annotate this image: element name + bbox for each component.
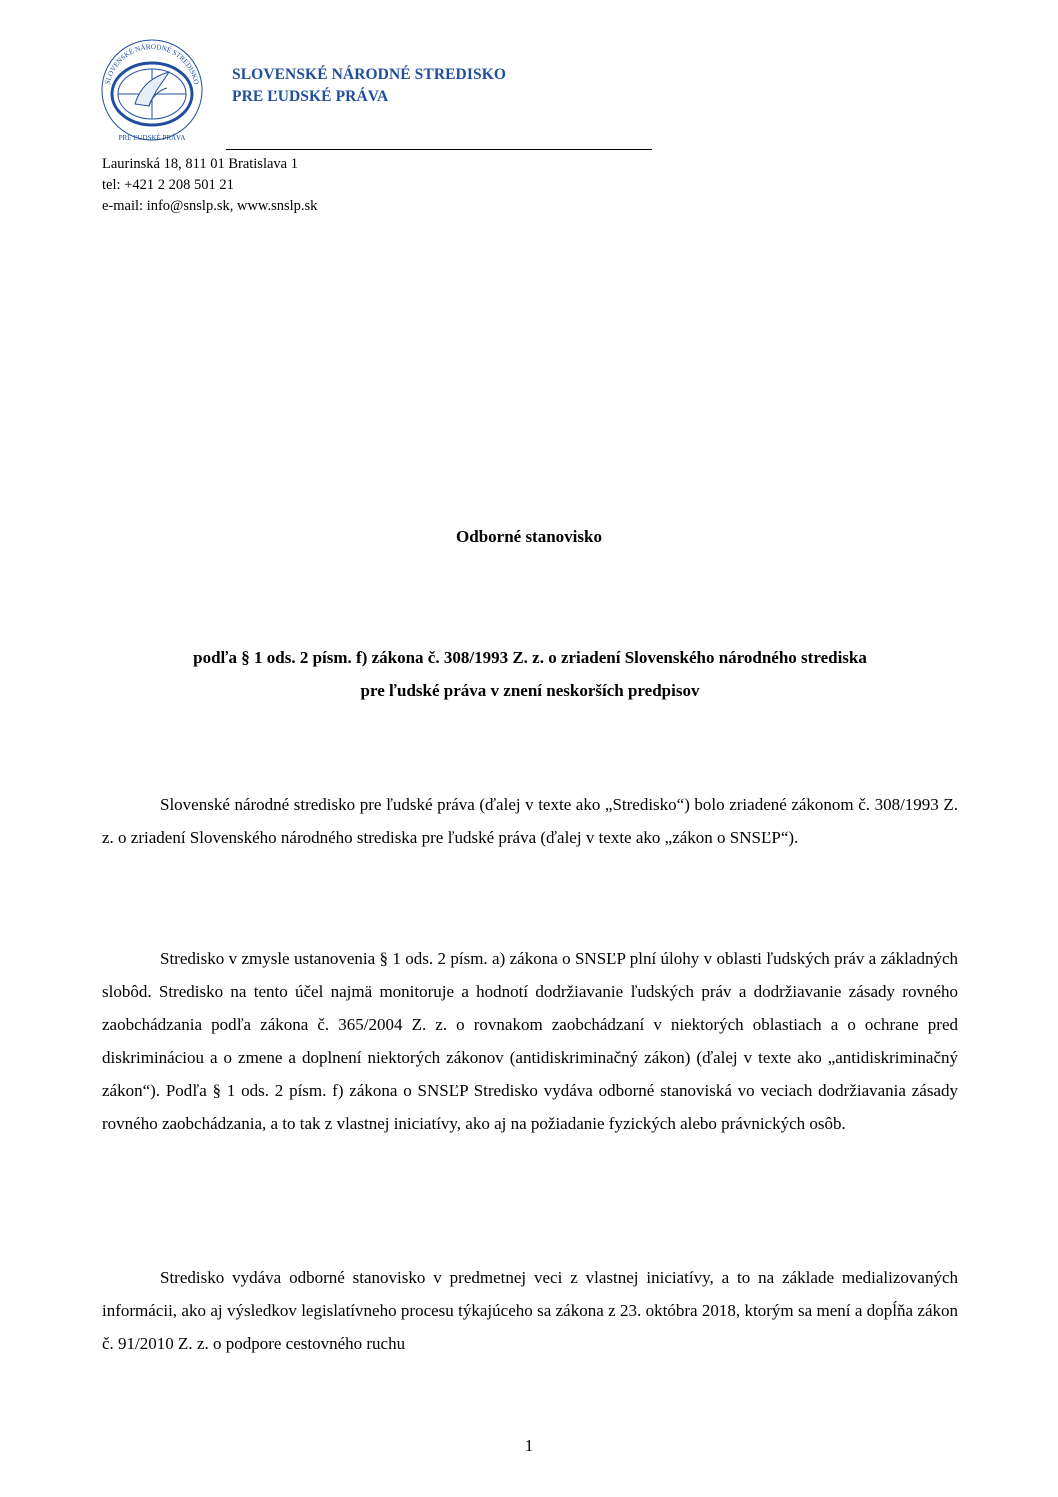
- organization-name: [232, 64, 506, 108]
- body-paragraph-3: Stredisko vydáva odborné stanovisko v predmetnej veci z vlastnej iniciatívy, a to na základe medializovaných informácii, ako aj výsledkov legislatívneho procesu týkajúceho sa zákona z 23. októbra 2018, ktorým sa mení a dopĺňa zákon č. 91/2010 Z. z. o podpore cestovného ruchu: [102, 1268, 958, 1353]
- contact-address: [102, 154, 317, 217]
- document-subtitle: [102, 641, 958, 707]
- header-divider: [226, 149, 652, 150]
- phone-line: tel: +421 2 208 501 21: [102, 177, 234, 193]
- page-number: 1: [524, 1436, 534, 1455]
- email-web-line: e-mail: info@snslp.sk, www.snslp.sk: [102, 198, 318, 214]
- logo-ring-text-top: SLOVENSKÉ NÁRODNÉ STREDISKO: [103, 42, 201, 86]
- organization-logo: [93, 34, 211, 146]
- body-paragraph-1: Slovenské národné stredisko pre ľudské práva (ďalej v texte ako „Stredisko“) bolo zriadené zákonom č. 308/1993 Z. z. o zriadení Slovenského národného strediska pre ľudské práva (ďalej v texte ako „zákon o SNSĽP“).: [102, 795, 958, 847]
- organization-name-line1: SLOVENSKÉ NÁRODNÉ STREDISKO: [232, 66, 507, 83]
- document-title: Odborné stanovisko: [456, 527, 602, 546]
- logo-ring-text-bottom: PRE ĽUDSKÉ PRÁVA: [118, 134, 186, 142]
- subtitle-line1: podľa § 1 ods. 2 písm. f) zákona č. 308/1993 Z. z. o zriadení Slovenského národného strediska: [193, 648, 867, 667]
- body-paragraph-2: Stredisko v zmysle ustanovenia § 1 ods. 2 písm. a) zákona o SNSĽP plní úlohy v oblasti ľudských práv a základných slobôd. Stredisko na tento účel najmä monitoruje a hodnotí dodržiavanie ľudských práv a dodržiavanie zásady rovného zaobchádzania podľa zákona č. 365/2004 Z. z. o rovnakom zaobchádzaní v niektorých oblastiach a o ochrane pred diskrimináciou a o zmene a doplnení niektorých zákonov (antidiskriminačný zákon) (ďalej v texte ako „antidiskriminačný zákon“). Podľa § 1 ods. 2 písm. f) zákona o SNSĽP Stredisko vydáva odborné stanoviská vo veciach dodržiavania zásady rovného zaobchádzania, a to tak z vlastnej iniciatívy, ako aj na požiadanie fyzických alebo právnických osôb.: [102, 949, 958, 1133]
- subtitle-line2: pre ľudské práva v znení neskorších predpisov: [360, 681, 700, 700]
- address-line: Laurinská 18, 811 01 Bratislava 1: [102, 156, 298, 172]
- organization-name-line2: PRE ĽUDSKÉ PRÁVA: [232, 88, 389, 105]
